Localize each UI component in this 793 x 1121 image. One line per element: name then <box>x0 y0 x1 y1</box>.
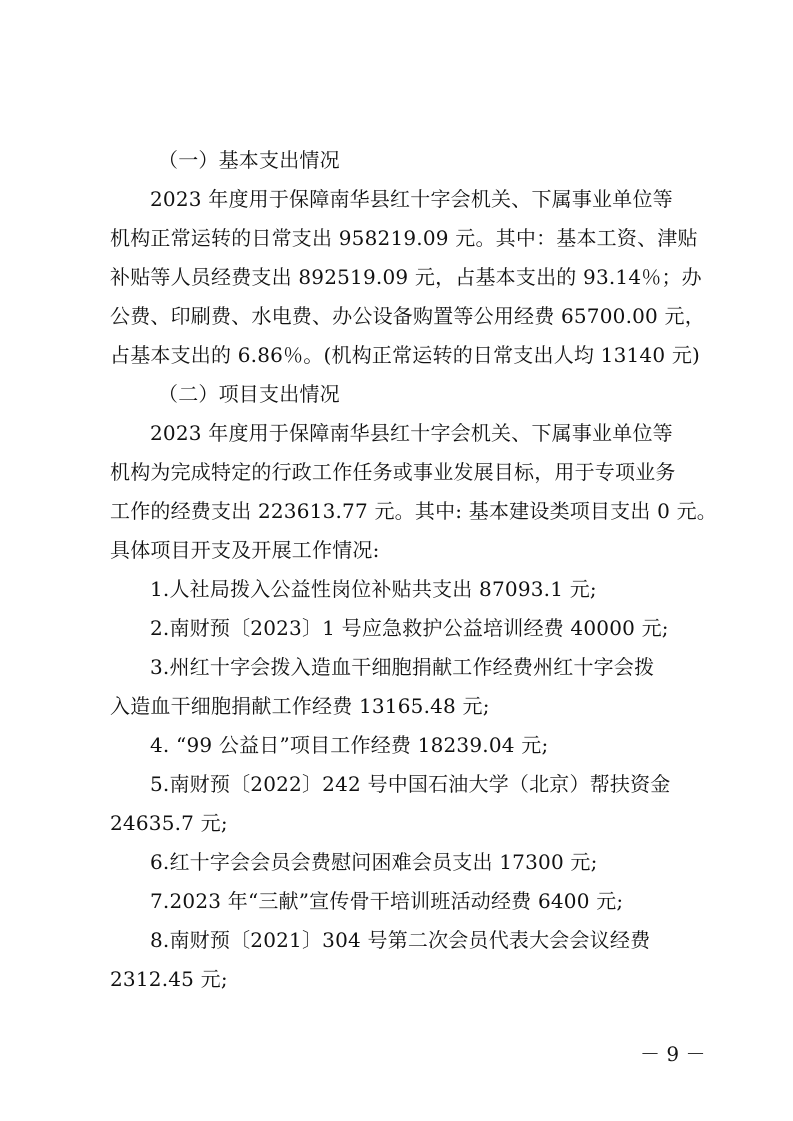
paragraph-line: 公费、印刷费、水电费、办公设备购置等公用经费 65700.00 元， <box>110 304 705 328</box>
paragraph-line: 机构正常运转的日常支出 958219.09 元。其中：基本工资、津贴 <box>110 226 698 250</box>
list-item: 3.州红十字会拨入造血干细胞捐献工作经费州红十字会拨 <box>150 655 655 679</box>
paragraph-line: 工作的经费支出 223613.77 元。其中: 基本建设类项目支出 0 元。 <box>110 499 718 523</box>
list-item: 2.南财预〔2023〕1 号应急救护公益培训经费 40000 元; <box>150 616 669 640</box>
paragraph-line: 2023 年度用于保障南华县红十字会机关、下属事业单位等 <box>150 421 673 445</box>
section-heading-project-expenditure: （二）项目支出情况 <box>158 382 340 406</box>
list-item-continuation: 入造血干细胞捐献工作经费 13165.48 元; <box>110 694 490 718</box>
list-item: 7.2023 年“三献”宣传骨干培训班活动经费 6400 元; <box>150 889 624 913</box>
paragraph-line: 2023 年度用于保障南华县红十字会机关、下属事业单位等 <box>150 187 673 211</box>
paragraph-line: 具体项目开支及开展工作情况: <box>110 538 380 562</box>
list-item: 8.南财预〔2021〕304 号第二次会员代表大会会议经费 <box>150 928 651 952</box>
paragraph-line: 机构为完成特定的行政工作任务或事业发展目标，用于专项业务 <box>110 460 676 484</box>
page-number: － 9 － <box>640 1042 706 1066</box>
section-heading-basic-expenditure: （一）基本支出情况 <box>158 148 340 172</box>
list-item: 4. “99 公益日”项目工作经费 18239.04 元; <box>150 733 549 757</box>
list-item-continuation: 2312.45 元; <box>110 967 228 991</box>
paragraph-line: 占基本支出的 6.86％。(机构正常运转的日常支出人均 13140 元) <box>110 343 701 367</box>
list-item: 5.南财预〔2022〕242 号中国石油大学（北京）帮扶资金 <box>150 772 671 796</box>
paragraph-line: 补贴等人员经费支出 892519.09 元，占基本支出的 93.14％；办 <box>110 265 702 289</box>
list-item-continuation: 24635.7 元; <box>110 811 228 835</box>
list-item: 6.红十字会会员会费慰问困难会员支出 17300 元; <box>150 850 598 874</box>
list-item: 1.人社局拨入公益性岗位补贴共支出 87093.1 元; <box>150 577 597 601</box>
